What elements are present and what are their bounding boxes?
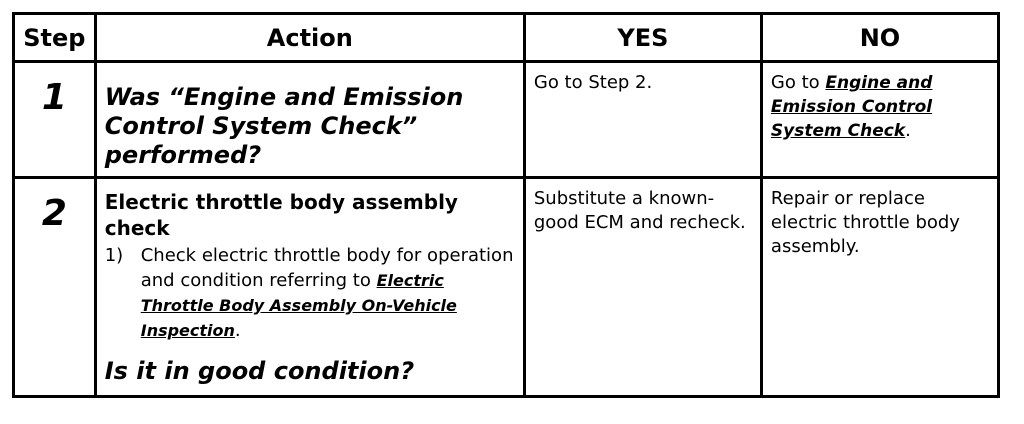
yes-text: Go to Step 2. bbox=[533, 72, 653, 93]
action-list-item bbox=[97, 241, 523, 343]
list-item-text bbox=[141, 243, 515, 343]
step-cell bbox=[14, 178, 96, 397]
header-action: Action bbox=[95, 14, 524, 62]
yes-cell bbox=[524, 178, 761, 397]
no-text: Repair or replace electric throttle body assembly. bbox=[770, 188, 960, 257]
step-cell bbox=[14, 62, 96, 178]
header-no: NO bbox=[761, 14, 998, 62]
action-cell bbox=[95, 62, 524, 178]
throttle-inspection-link[interactable]: Electric Throttle Body Assembly On-Vehicle Inspection bbox=[140, 271, 457, 340]
table-row bbox=[14, 62, 999, 178]
action-title: Electric throttle body assembly check bbox=[104, 190, 458, 240]
list-item-suffix: . bbox=[234, 320, 241, 341]
no-prefix: Go to bbox=[770, 72, 826, 93]
yes-cell bbox=[524, 62, 761, 178]
step-number: 1 bbox=[41, 77, 67, 118]
list-item-body: Check electric throttle body for operation and condition referring to bbox=[140, 245, 514, 291]
list-item-number: 1) bbox=[104, 245, 124, 266]
table-row bbox=[14, 178, 999, 397]
no-cell bbox=[761, 178, 998, 397]
action-question: Was “Engine and Emission Control System Check” performed? bbox=[104, 83, 464, 169]
header-step: Step bbox=[14, 14, 96, 62]
header-yes: YES bbox=[524, 14, 761, 62]
yes-text: Substitute a known-good ECM and recheck. bbox=[533, 188, 746, 233]
no-text bbox=[763, 63, 997, 143]
engine-emission-check-link[interactable]: Engine and Emission Control System Check bbox=[770, 73, 933, 141]
header-row bbox=[14, 14, 999, 62]
step-number: 2 bbox=[41, 193, 67, 234]
diagnostic-table bbox=[12, 12, 1000, 398]
action-cell bbox=[95, 178, 524, 397]
no-cell bbox=[761, 62, 998, 178]
no-suffix: . bbox=[905, 120, 911, 141]
action-question: Is it in good condition? bbox=[104, 357, 415, 385]
